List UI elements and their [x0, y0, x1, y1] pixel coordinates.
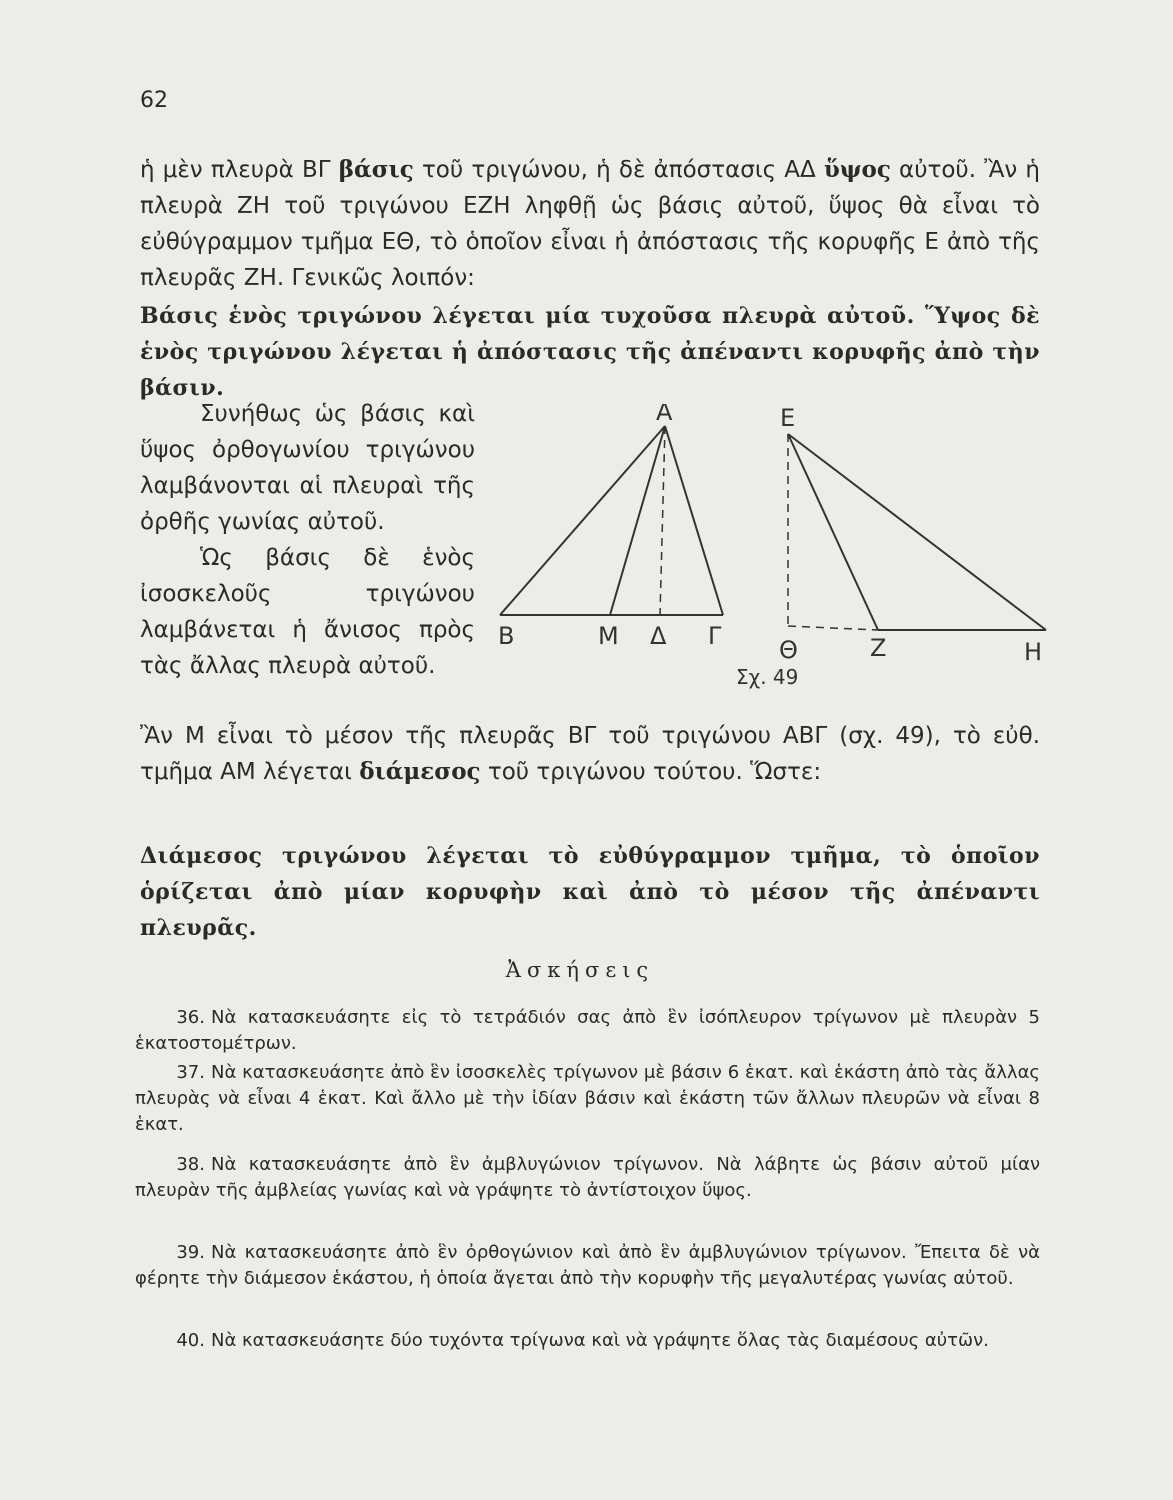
term-height: ὕψος [823, 156, 891, 183]
intro-paragraph [140, 152, 1040, 296]
label-b: Β [498, 622, 515, 650]
figure-49 [488, 404, 1058, 694]
isosceles-paragraph: Ὡς βάσις δὲ ἑνὸς ἰσοσκελοῦς τριγώνου λαμβάνεται ἡ ἄνισος πρὸς τὰς ἄλλας πλευρὰ αὐτοῦ. [140, 545, 475, 679]
exercise-40 [135, 1328, 1040, 1354]
label-a: Α [656, 404, 673, 426]
exercise-number: 36. [176, 1007, 205, 1028]
side-ag [665, 426, 723, 615]
intro-text-2: τοῦ τριγώνου, ἡ δὲ ἀπόστασις ΑΔ [413, 157, 824, 183]
label-z: Ζ [870, 634, 887, 662]
median-am [610, 426, 665, 615]
side-ez [788, 434, 878, 630]
label-g: Γ [708, 622, 722, 650]
side-eh [788, 434, 1046, 630]
label-e: Ε [780, 404, 796, 432]
exercise-text: Νὰ κατασκευάσητε ἀπὸ ἓν ἀμβλυγώνιον τρίγωνον. Νὰ λάβητε ὡς βάσιν αὐτοῦ μίαν πλευρὰν τῆς ἀμβλείας γωνίας καὶ νὰ γράψητε τὸ ἀντίστοιχον ὕψος. [135, 1154, 1040, 1201]
exercise-37 [135, 1060, 1040, 1138]
exercise-38 [135, 1152, 1040, 1204]
exercise-39 [135, 1240, 1040, 1292]
median-text-1: Ἂν Μ εἶναι τὸ μέσον τῆς πλευρᾶς ΒΓ τοῦ τριγώνου ΑΒΓ (σχ. 49), τὸ εὐθ. τμῆμα ΑΜ λέγεται [140, 723, 1040, 785]
definition-median: Διάμεσος τριγώνου λέγεται τὸ εὐθύγραμμον τμῆμα, τὸ ὁποῖον ὁρίζεται ἀπὸ μίαν κορυφὴν καὶ ἀπὸ τὸ μέσον τῆς ἀπέναντι πλευρᾶς. [140, 843, 1040, 941]
exercise-number: 39. [176, 1242, 205, 1263]
exercise-text: Νὰ κατασκευάσητε ἀπὸ ἓν ἰσοσκελὲς τρίγωνον μὲ βάσιν 6 ἑκατ. καὶ ἑκάστη ἀπὸ τὰς ἄλλας πλευρὰς νὰ εἶναι 4 ἑκατ. Καὶ ἄλλο μὲ τὴν ἰδίαν βάσιν καὶ ἑκάστη τῶν ἄλλων πλευρῶν νὰ εἶναι 8 ἑκατ. [135, 1062, 1040, 1135]
page-number: 62 [140, 88, 168, 113]
label-th: Θ [779, 636, 798, 664]
exercises-title: Ἀσκήσεις [505, 958, 655, 982]
exercise-number: 40. [176, 1330, 205, 1351]
exercise-36 [135, 1005, 1040, 1057]
term-basis: βάσις [338, 156, 414, 183]
right-triangle-paragraph: Συνήθως ὡς βάσις καὶ ὕψος ὀρθογωνίου τριγώνου λαμβάνονται αἱ πλευραὶ τῆς ὀρθῆς γωνίας αὐτοῦ. [140, 401, 475, 535]
exercise-text: Νὰ κατασκευάσητε ἀπὸ ἓν ὀρθογώνιον καὶ ἀπὸ ἓν ἀμβλυγώνιον τρίγωνον. Ἔπειτα δὲ νὰ φέρητε τὴν διάμεσον ἑκάστου, ἡ ὁποία ἄγεται ἀπὸ τὴν κορυφὴν τῆς μεγαλυτέρας γωνίας αὐτοῦ. [135, 1242, 1040, 1289]
exercise-number: 37. [176, 1062, 205, 1083]
side-ab [500, 426, 665, 615]
term-median: διάμεσος [359, 758, 481, 785]
label-m: Μ [598, 622, 619, 650]
median-paragraph [140, 718, 1040, 790]
intro-text-3: αὐτοῦ. Ἂν ἡ πλευρὰ ΖΗ τοῦ τριγώνου ΕΖΗ ληφθῇ ὡς βάσις αὐτοῦ, ὕψος θὰ εἶναι τὸ εὐθύγραμμον τμῆμα ΕΘ, τὸ ὁποῖον εἶναι ἡ ἀπόστασις τῆς κορυφῆς Ε ἀπὸ τῆς πλευρᾶς ΖΗ. Γενικῶς λοιπόν: [140, 157, 1040, 291]
figure-caption: Σχ. 49 [736, 665, 799, 689]
definition-basis-height: Βάσις ἑνὸς τριγώνου λέγεται μία τυχοῦσα πλευρὰ αὐτοῦ. Ὕψος δὲ ἑνὸς τριγώνου λέγεται ἡ ἀπόστασις τῆς ἀπέναντι κορυφῆς ἀπὸ τὴν βάσιν. [140, 303, 1040, 401]
label-h: Η [1024, 638, 1043, 666]
intro-text-1: ἡ μὲν πλευρὰ ΒΓ [140, 157, 339, 183]
exercise-number: 38. [176, 1154, 205, 1175]
extension-th-z [788, 626, 878, 630]
triangles-diagram [488, 404, 1058, 694]
label-d: Δ [650, 622, 667, 650]
left-column-text [140, 396, 475, 684]
exercise-text: Νὰ κατασκευάσητε δύο τυχόντα τρίγωνα καὶ νὰ γράψητε ὅλας τὰς διαμέσους αὐτῶν. [211, 1330, 989, 1351]
exercise-text: Νὰ κατασκευάσητε εἰς τὸ τετράδιόν σας ἀπὸ ἓν ἰσόπλευρον τρίγωνον μὲ πλευρὰν 5 ἑκατοστομέτρων. [135, 1007, 1040, 1054]
median-text-2: τοῦ τριγώνου τούτου. Ὥστε: [480, 759, 822, 785]
altitude-ad [660, 426, 665, 615]
